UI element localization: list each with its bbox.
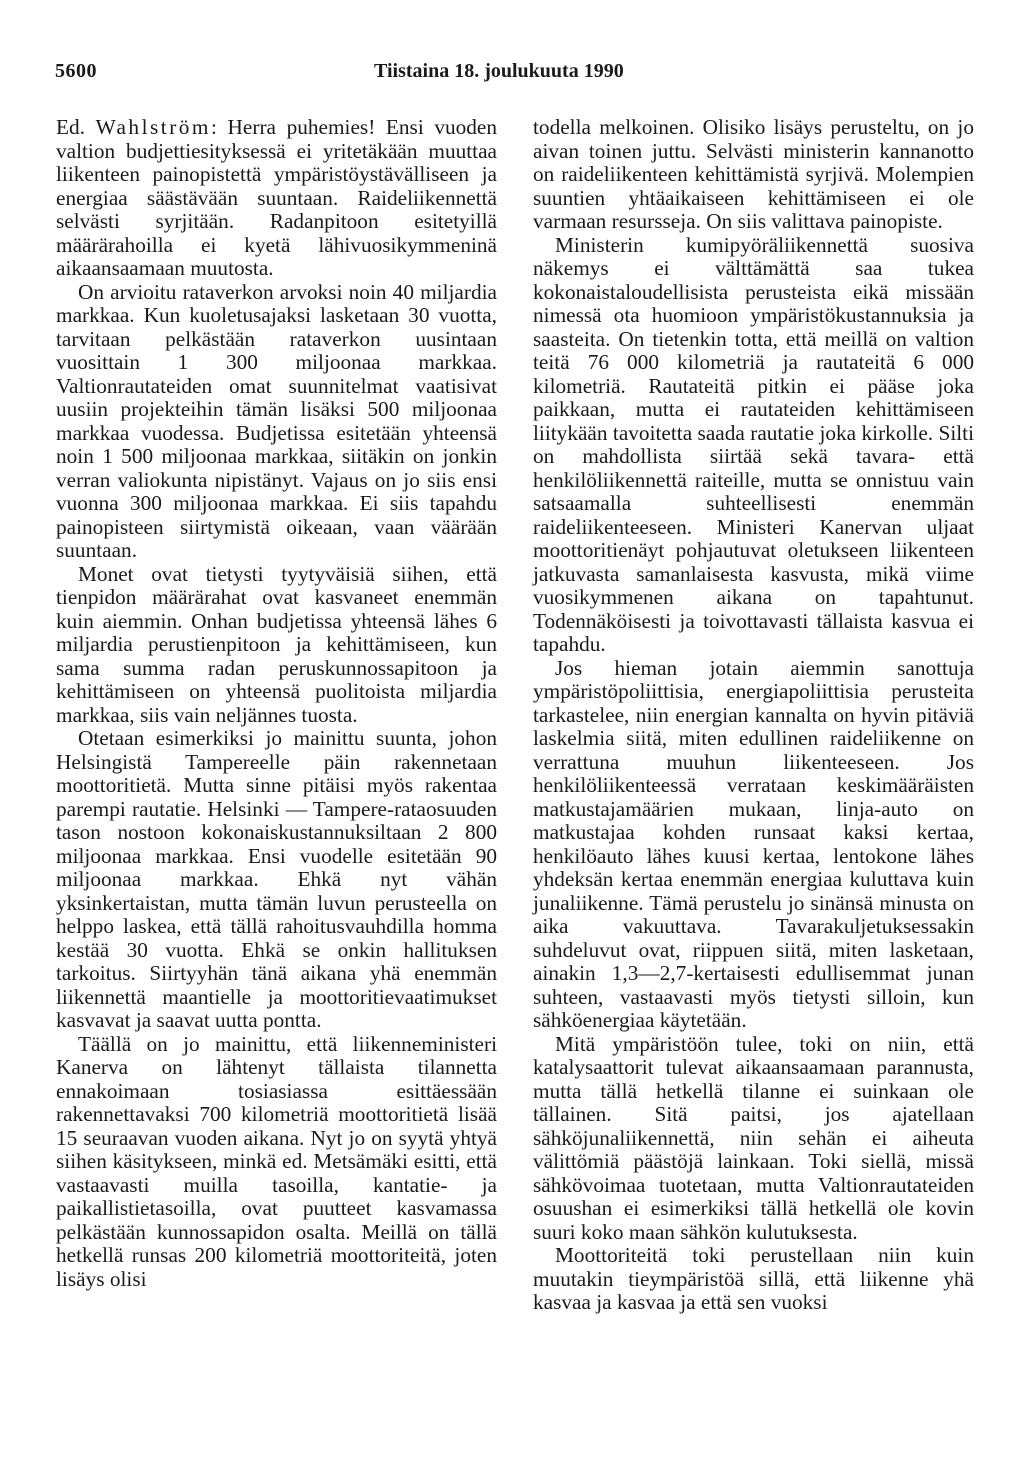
body-paragraph: Jos hieman jotain aiemmin sanottuja ympäristöpoliittisia, energiapoliittisia perusteita tarkastelee, niin energian kannalta on hyvin pitäviä laskelmia siitä, miten edullinen raideliikenne on verrattuna muuhun liikenteeseen. Jos henkilöliikenteessä verrataan keskimääräisten matkustajamäärien mukaan, linja-auto on matkustajaa kohden runsaat kaksi kertaa, henkilöauto lähes kuusi kertaa, lentokone lähes yhdeksän kertaa enemmän energiaa kuluttava kuin junaliikenne. Tämä perustelu jo sinänsä minusta on aika vakuuttava. Tavarakuljetuksessakin suhdeluvut ovat, riippuen siitä, miten lasketaan, ainakin 1,3—2,7-kertaisesti edullisemmat junan suhteen, vastaavasti myös tietysti silloin, kun sähköenergiaa käytetään. bbox=[533, 655, 974, 1032]
speaker-name: Wahlström bbox=[95, 115, 212, 139]
speaker-colon: : bbox=[211, 115, 217, 139]
page-header bbox=[55, 60, 975, 90]
speech-opening-paragraph bbox=[56, 116, 497, 281]
body-paragraph: On arvioitu rataverkon arvoksi noin 40 miljardia markkaa. Kun kuoletusajaksi lasketaan 30 vuotta, tarvitaan pelkästään rataverkon uusintaan vuosittain 1 300 miljoonaa markkaa. Valtionrautateiden omat suunnitelmat vaatisivat uusiin projekteihin tämän lisäksi 500 miljoonaa markkaa vuodessa. Budjetissa esitetään yhteensä noin 1 500 miljoonaa markkaa, siitäkin on jonkin verran valiokunta nipistänyt. Vajaus on jo siis ensi vuonna 300 miljoonaa markkaa. Ei siis tapahdu painopisteen siirtymistä oikeaan, vaan väärään suuntaan. bbox=[56, 279, 497, 562]
opening-text: Herra puhemies! Ensi vuoden valtion budjettiesityksessä ei yritetäkään muuttaa liikenteen painopistettä ympäristöystävälliseen ja energiaa säästävään suuntaan. Raideliikennettä selvästi syrjitään. Radanpitoon esitetyillä määrärahoilla ei kyetä lähivuosikymmeninä aikaansaamaan muutosta. bbox=[56, 115, 498, 280]
right-column bbox=[533, 116, 974, 1315]
body-paragraph: Otetaan esimerkiksi jo mainittu suunta, johon Helsingistä Tampereelle päin rakennetaan moottoritietä. Mutta sinne pitäisi myös rakentaa parempi rautatie. Helsinki — Tampere-rataosuuden tason nostoon kokonaiskustannuksiltaan 2 800 miljoonaa markkaa. Ensi vuodelle esitetään 90 miljoonaa markkaa. Ehkä nyt vähän yksinkertaistan, mutta tämän luvun perusteella on helppo laskea, että tällä rahoitusvauhdilla homma kestää 30 vuotta. Ehkä se onkin hallituksen tarkoitus. Siirtyyhän tänä aikana yhä enemmän liikennettä maantielle ja moottoritievaatimukset kasvavat ja saavat uutta pontta. bbox=[56, 726, 497, 1032]
body-paragraph: Moottoriteitä toki perustellaan niin kuin muutakin tieympäristöä sillä, että liikenne yhä kasvaa ja kasvaa ja että sen vuoksi bbox=[533, 1243, 974, 1314]
page-number: 5600 bbox=[55, 60, 97, 82]
body-paragraph: Monet ovat tietysti tyytyväisiä siihen, että tienpidon määrärahat ovat kasvaneet enemmän kuin aiemmin. Onhan budjetissa yhteensä lähes 6 miljardia perustienpitoon ja kehittämiseen, kun sama summa radan peruskunnossapitoon ja kehittämiseen on yhteensä puolitoista miljardia markkaa, siis vain neljännes tuosta. bbox=[56, 561, 497, 727]
left-column bbox=[56, 116, 497, 1291]
body-paragraph: Ministerin kumipyöräliikennettä suosiva näkemys ei välttämättä saa tukea kokonaistaloudellisista perusteista eikä missään nimessä ota huomioon ympäristökustannuksia ja saasteita. On tietenkin totta, että meillä on valtion teitä 76 000 kilometriä ja rautateitä 6 000 kilometriä. Rautateitä pitkin ei pääse joka paikkaan, mutta ei rautateiden kehittämiseen liitykään tavoitetta saada rautatie joka kirkolle. Silti on mahdollista siirtää sekä tavara- että henkilöliikennettä raiteille, mutta se onnistuu vain satsaamalla suhteellisesti enemmän raideliikenteeseen. Ministeri Kanervan uljaat moottoritienäyt pohjautuvat oletukseen liikenteen jatkuvasta samanlaisesta kasvusta, mikä viime vuosikymmenen aikana on tapahtunut. Todennäköisesti ja toivottavasti tällaista kasvua ei tapahdu. bbox=[533, 232, 974, 656]
body-paragraph: Täällä on jo mainittu, että liikenneministeri Kanerva on lähtenyt tällaista tilannetta ennakoimaan tosiasiassa esittäessään rakennettavaksi 700 kilometriä moottoritietä lisää 15 seuraavan vuoden aikana. Nyt jo on syytä yhtyä siihen käsitykseen, minkä ed. Metsämäki esitti, että vastaavasti muilla tasoilla, kantatie- ja paikallistietasoilla, ovat puutteet kasvamassa pelkästään kunnossapidon osalta. Meillä on tällä hetkellä runsas 200 kilometriä moottoriteitä, joten lisäys olisi bbox=[56, 1031, 497, 1291]
running-head-date: Tiistaina 18. joulukuuta 1990 bbox=[374, 60, 624, 82]
continuation-paragraph: todella melkoinen. Olisiko lisäys perusteltu, on jo aivan toinen juttu. Selvästi ministerin kannanotto on raideliikenteen kehittämistä syrjivä. Molempien suuntien yhtäaikaiseen kehittämiseen ei ole varmaan resursseja. On siis valittava painopiste. bbox=[533, 115, 974, 233]
body-paragraph: Mitä ympäristöön tulee, toki on niin, että katalysaattorit tulevat aikaansaamaan parannusta, mutta tällä hetkellä tilanne ei suinkaan ole tällainen. Sitä paitsi, jos ajatellaan sähköjunaliikennettä, niin sehän ei aiheuta välittömiä päästöjä lainkaan. Toki siellä, missä sähkövoimaa tuotetaan, mutta Valtionrautateiden osuushan ei esimerkiksi tällä hetkellä ole kovin suuri koko maan sähkön kulutuksesta. bbox=[533, 1031, 974, 1244]
speaker-prefix: Ed. bbox=[56, 115, 85, 139]
